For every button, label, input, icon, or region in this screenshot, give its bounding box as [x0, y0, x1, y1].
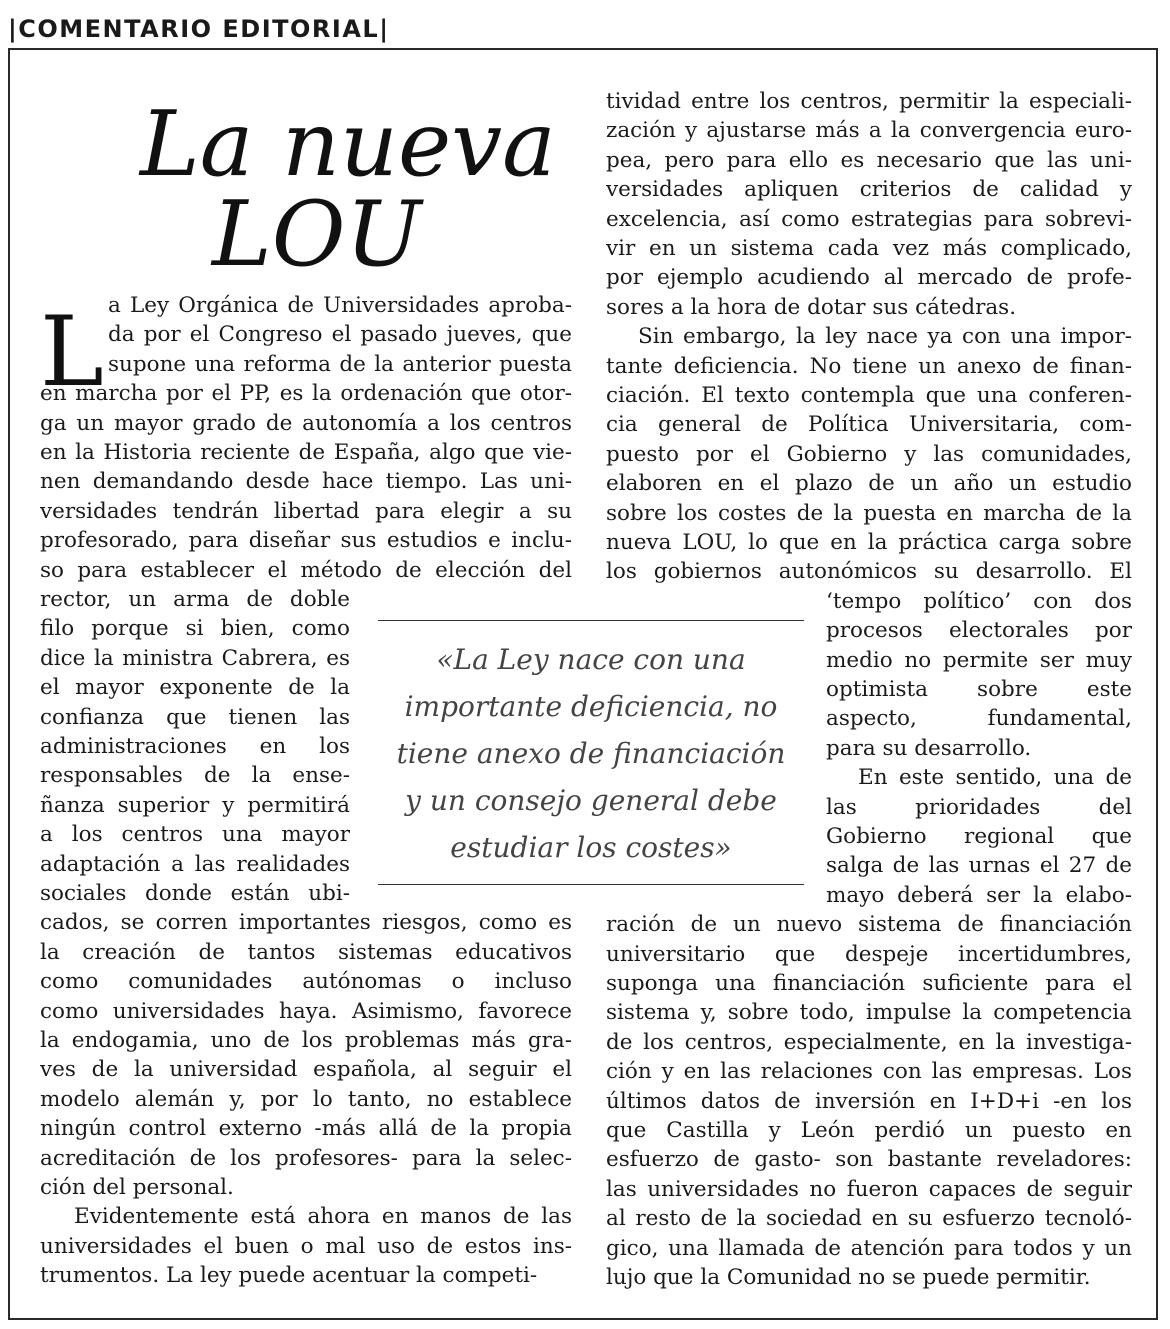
column1-line: responsables de la ense- — [40, 763, 350, 789]
column1-line: versidades tendrán libertad para elegir a su — [40, 498, 572, 524]
column2-line: universitario que despeje incertidumbres, — [606, 941, 1132, 967]
column2-line: las prioridades del — [826, 794, 1132, 820]
column1-line: da por el Congreso el pasado jueves, que — [108, 322, 572, 348]
column2-line: puesto por el Gobierno y las comunidades, — [606, 441, 1132, 467]
drop-cap: L — [40, 296, 104, 408]
column2-line: sobre los costes de la puesta en marcha de la — [606, 500, 1132, 526]
column1-line: a los centros una mayor — [40, 822, 350, 848]
column1-line: como universidades haya. Asimismo, favorece — [40, 998, 572, 1024]
column1-line: sociales donde están ubi- — [40, 881, 350, 906]
column2-line: ración de un nuevo sistema de financiación — [606, 912, 1132, 938]
column2-line: al resto de la sociedad en su esfuerzo tecnoló- — [606, 1206, 1132, 1232]
column2-line: tividad entre los centros, permitir la especiali- — [606, 89, 1132, 114]
column2-line: por ejemplo acudiendo al mercado de profe- — [606, 265, 1132, 291]
column2-line: para su desarrollo. — [826, 735, 1032, 761]
column2-line: nueva LOU, lo que en la práctica carga sobre — [606, 530, 1132, 555]
column1-line: el mayor exponente de la — [40, 675, 350, 701]
column1-line: adaptación a las realidades — [40, 851, 350, 877]
column2-line: procesos electorales por — [826, 618, 1132, 644]
column1-line: ga un mayor grado de autonomía a los centros — [40, 410, 572, 436]
column2-line: ‘tempo político’ con dos — [826, 588, 1132, 614]
column1-line: como comunidades autónomas o incluso — [40, 969, 572, 995]
column2-line: últimos datos de inversión en I+D+i -en los — [606, 1088, 1132, 1114]
column1-line: en la Historia reciente de España, algo que vie- — [40, 440, 572, 465]
column2-line: Gobierno regional que — [826, 824, 1132, 849]
column2-line: los gobiernos autonómicos su desarrollo. El — [606, 559, 1132, 585]
column2-line: gico, una llamada de atención para todos y un — [606, 1235, 1132, 1261]
column2-line: vir en un sistema cada vez más complicado, — [606, 236, 1132, 261]
column2-line: tante deficiencia. No tiene un anexo de finan- — [606, 353, 1132, 379]
column2-line: elaboren en el plazo de un año un estudio — [606, 471, 1132, 497]
column2-line: salga de las urnas el 27 de — [826, 853, 1132, 879]
column1-line: modelo alemán y, por lo tanto, no establece — [40, 1086, 572, 1112]
column1-line: ves de la universidad española, al seguir el — [40, 1057, 572, 1083]
column2-line: esfuerzo de gasto- son bastante reveladores: — [606, 1147, 1132, 1173]
column2-line: medio no permite ser muy — [826, 647, 1132, 673]
column2-line: de los centros, especialmente, en la investiga- — [606, 1029, 1132, 1055]
column1-line: confianza que tienen las — [40, 704, 350, 730]
column2-line: aspecto, fundamental, — [826, 706, 1132, 732]
column1-line: nen demandando desde hace tiempo. Las uni- — [40, 469, 572, 495]
column2-line: las universidades no fueron capaces de seguir — [606, 1176, 1132, 1202]
column2-line: cia general de Política Universitaria, com- — [606, 412, 1132, 438]
column1-line: en marcha por el PP, es la ordenación que otor- — [40, 381, 572, 407]
column1-line: cados, se corren importantes riesgos, como es — [40, 910, 572, 936]
column1-line: rector, un arma de doble — [40, 587, 350, 612]
column2-line: suponga una financiación suficiente para el — [606, 971, 1132, 996]
pull-quote-line: tiene anexo de financiación — [396, 737, 786, 770]
column1-line: administraciones en los — [40, 734, 350, 759]
column1-line: ñanza superior y permitirá — [40, 792, 350, 818]
column2-line: lujo que la Comunidad no se puede permitir. — [606, 1265, 1091, 1290]
pull-quote-bottom-rule — [378, 884, 804, 885]
column2-line: que Castilla y León perdió un puesto en — [606, 1118, 1132, 1143]
column2-line: zación y ajustarse más a la convergencia euro- — [606, 118, 1132, 144]
pull-quote-line: estudiar los costes» — [450, 831, 732, 864]
column2-line: sores a la hora de dotar sus cátedras. — [606, 294, 1017, 320]
article-title-line2: LOU — [212, 182, 422, 287]
column1-line: universidades el buen o mal uso de estos ins- — [40, 1233, 572, 1259]
column2-line: ciación. El texto contempla que una conferen- — [606, 383, 1132, 408]
column1-line: la endogamia, uno de los problemas más gra- — [40, 1028, 572, 1053]
column1-line: la creación de tantos sistemas educativos — [40, 939, 572, 965]
column1-line: supone una reforma de la anterior puesta — [108, 351, 572, 377]
column1-line: ción del personal. — [40, 1175, 234, 1200]
column1-line: filo porque si bien, como — [40, 616, 350, 642]
column2-line: ción y en las relaciones con las empresas. Los — [606, 1059, 1132, 1085]
column2-line: excelencia, así como estrategias para sobrevi- — [606, 206, 1132, 232]
column2-line: mayo deberá ser la elabo- — [826, 882, 1132, 908]
column1-line: ningún control externo -más allá de la propia — [40, 1116, 572, 1142]
article-title-line1: La nueva — [140, 92, 556, 197]
column2-line: En este sentido, una de — [858, 765, 1132, 791]
column1-line: so para establecer el método de elección del — [40, 557, 572, 583]
pull-quote-line: y un consejo general debe — [405, 784, 777, 817]
pull-quote-top-rule — [378, 620, 804, 621]
column1-line: a Ley Orgánica de Universidades aproba- — [108, 293, 572, 318]
column1-line: Evidentemente está ahora en manos de las — [74, 1204, 572, 1230]
column2-line: versidades apliquen criterios de calidad y — [606, 177, 1132, 203]
column2-line: sistema y, sobre todo, impulse la competencia — [606, 1000, 1132, 1026]
section-tag: |COMENTARIO EDITORIAL| — [8, 15, 390, 43]
column2-line: pea, pero para ello es necesario que las uni- — [606, 147, 1132, 173]
column1-line: trumentos. La ley puede acentuar la competi- — [40, 1263, 538, 1289]
pull-quote-line: importante deficiencia, no — [404, 690, 778, 723]
column1-line: profesorado, para diseñar sus estudios e inclu- — [40, 528, 572, 554]
column1-line: dice la ministra Cabrera, es — [40, 645, 350, 671]
column1-line: acreditación de los profesores- para la selec- — [40, 1145, 572, 1171]
pull-quote-line: «La Ley nace con una — [436, 643, 746, 676]
column2-line: optimista sobre este — [826, 677, 1132, 702]
column2-line: Sin embargo, la ley nace ya con una impor- — [638, 324, 1132, 350]
